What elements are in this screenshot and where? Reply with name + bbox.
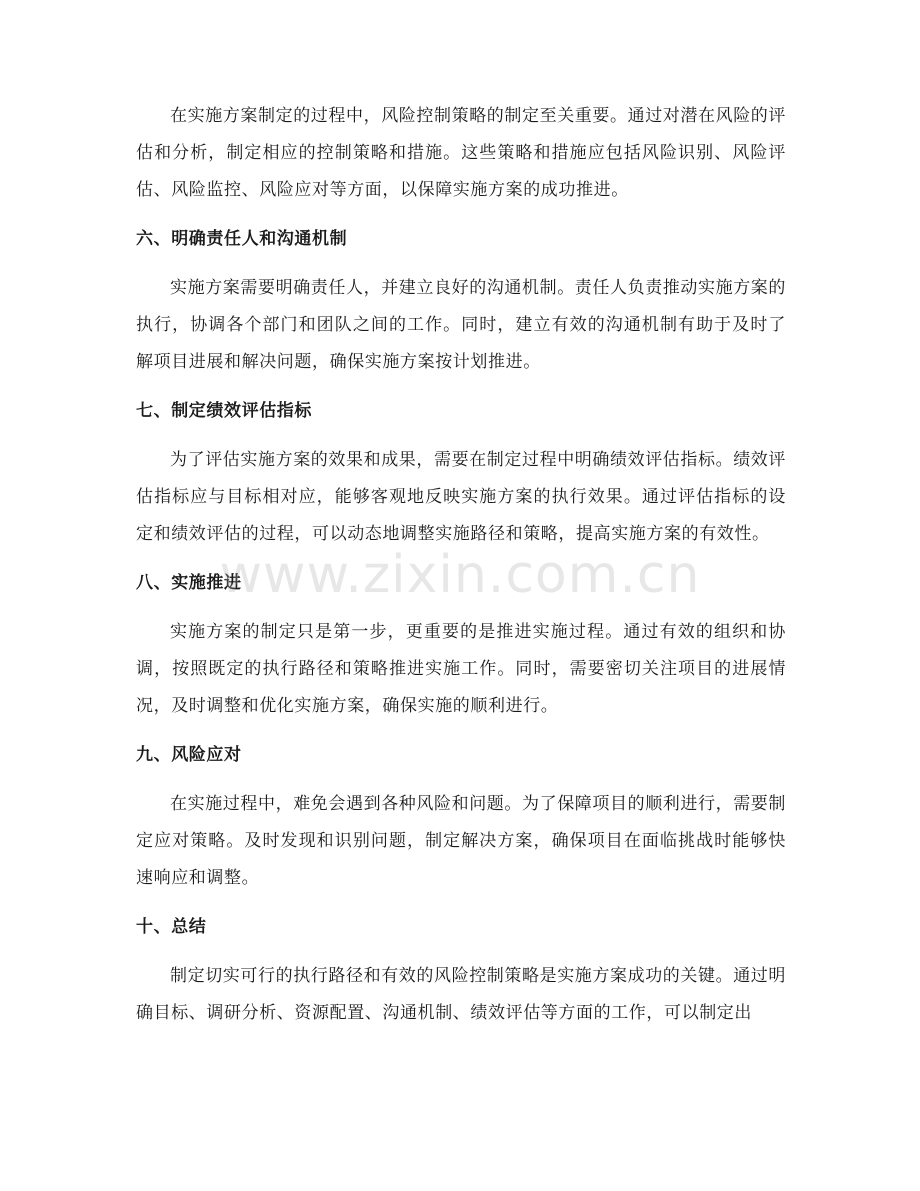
intro-paragraph: 在实施方案制定的过程中，风险控制策略的制定至关重要。通过对潜在风险的评估和分析，制定相应的控制策略和措施。这些策略和措施应包括风险识别、风险评估、风险监控、风险应对等方面，以保障实施方案的成功推进。 [136,106,786,200]
section-heading-7: 七、制定绩效评估指标 [136,401,312,421]
watermark-text: www.zixin.com.cn [219,545,701,605]
section-paragraph-10: 制定切实可行的执行路径和有效的风险控制策略是实施方案成功的关键。通过明确目标、调研分析、资源配置、沟通机制、绩效评估等方面的工作，可以制定出 [136,966,786,1023]
document-body [136,98,786,1032]
section-paragraph-8: 实施方案的制定只是第一步，更重要的是推进实施过程。通过有效的组织和协调，按照既定的执行路径和策略推进实施工作。同时，需要密切关注项目的进展情况，及时调整和优化实施方案，确保实施的顺利进行。 [136,622,786,716]
section-paragraph-6: 实施方案需要明确责任人，并建立良好的沟通机制。责任人负责推动实施方案的执行，协调各个部门和团队之间的工作。同时，建立有效的沟通机制有助于及时了解项目进展和解决问题，确保实施方案按计划推进。 [136,278,786,372]
section-heading-10: 十、总结 [136,917,207,937]
section-heading-9: 九、风险应对 [136,745,242,765]
section-paragraph-7: 为了评估实施方案的效果和成果，需要在制定过程中明确绩效评估指标。绩效评估指标应与目标相对应，能够客观地反映实施方案的执行效果。通过评估指标的设定和绩效评估的过程，可以动态地调整实施路径和策略，提高实施方案的有效性。 [136,450,786,544]
section-heading-6: 六、明确责任人和沟通机制 [136,229,348,249]
section-paragraph-9: 在实施过程中，难免会遇到各种风险和问题。为了保障项目的顺利进行，需要制定应对策略。及时发现和识别问题，制定解决方案，确保项目在面临挑战时能够快速响应和调整。 [136,794,786,888]
section-heading-8: 八、实施推进 [136,573,242,593]
